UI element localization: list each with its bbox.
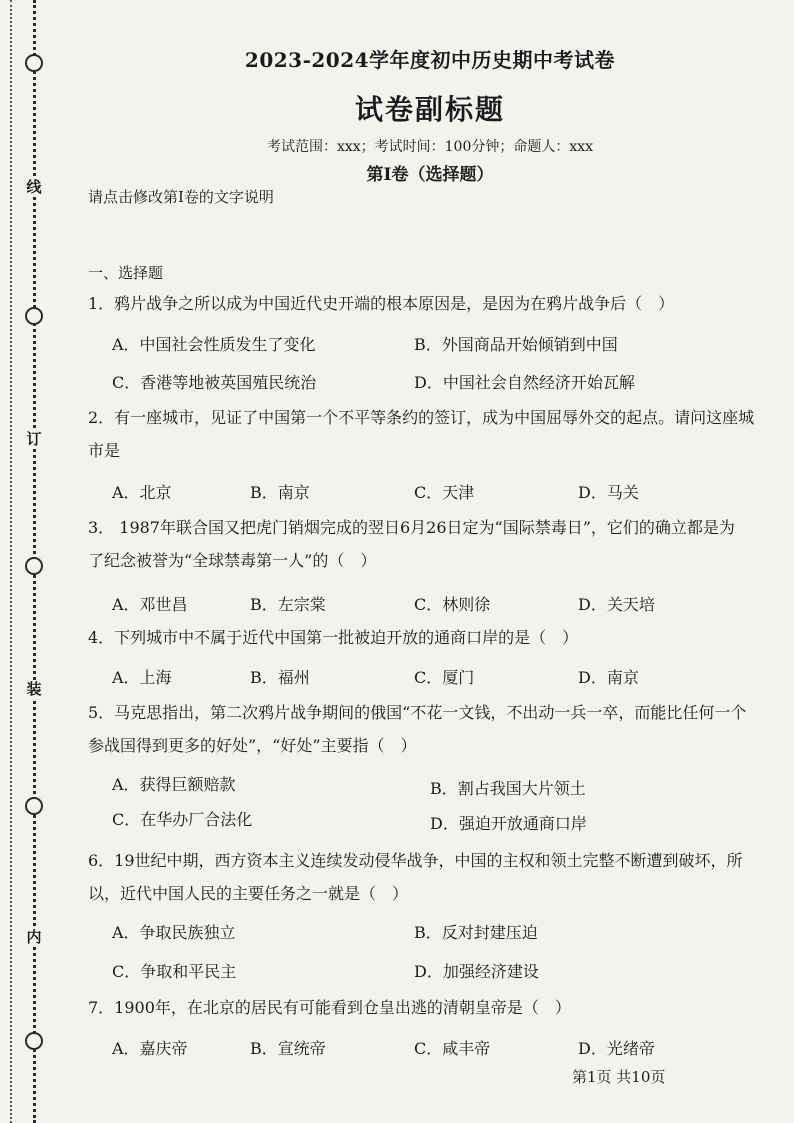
q5-option-d: D．强迫开放通商口岸: [430, 814, 587, 833]
question-4-stem: 4．下列城市中不属于近代中国第一批被迫开放的通商口岸的是（ ）: [88, 628, 579, 647]
q4-option-d: D．南京: [578, 668, 639, 687]
question-1-stem: 1．鸦片战争之所以成为中国近代史开端的根本原因是，是因为在鸦片战争后（ ）: [88, 294, 675, 313]
binding-margin: [0, 0, 60, 1123]
question-5-stem-line1: 5．马克思指出，第二次鸦片战争期间的俄国“不花一文钱，不出动一兵一卒，而能比任何一个: [88, 703, 747, 722]
question-3-stem-line1: 3． 1987年联合国又把虎门销烟完成的翌日6月26日定为“国际禁毒日”，它们的确立都是为: [88, 518, 735, 537]
binding-circle: [25, 1032, 43, 1050]
q7-option-b: B．宣统帝: [250, 1039, 326, 1058]
q4-option-b: B．福州: [250, 668, 310, 687]
page-number: 第1页 共10页: [572, 1068, 666, 1086]
question-6-stem-line2: 以，近代中国人民的主要任务之一就是（ ）: [88, 884, 409, 903]
exam-info: 考试范围：xxx；考试时间：100分钟；命题人：xxx: [266, 139, 594, 155]
q4-option-c: C．厦门: [414, 668, 475, 687]
binding-mark-ding: 订: [22, 430, 46, 448]
volume-heading: 第Ⅰ卷（选择题）: [366, 165, 494, 185]
question-4: [88, 626, 778, 649]
exam-title: 2023-2024学年度初中历史期中考试卷: [244, 48, 616, 72]
q3-option-c: C．林则徐: [414, 595, 491, 614]
binding-circle: [25, 307, 43, 325]
question-6-stem-line1: 6．19世纪中期，西方资本主义连续发动侵华战争，中国的主权和领土完整不断遭到破坏，所: [88, 851, 743, 870]
q2-option-d: D．马关: [578, 483, 639, 502]
q3-option-a: A．邓世昌: [112, 595, 188, 614]
edge-dotted-line: [10, 0, 12, 1123]
binding-circle: [25, 797, 43, 815]
binding-circle: [25, 557, 43, 575]
question-6: [88, 849, 778, 905]
q7-option-a: A．嘉庆帝: [112, 1039, 188, 1058]
binding-mark-zhuang: 装: [22, 680, 46, 698]
binding-mark-nei: 内: [22, 928, 46, 946]
q7-option-d: D．光绪帝: [578, 1039, 655, 1058]
question-5: [88, 701, 778, 757]
question-3: [88, 516, 778, 572]
binding-mark-xian: 线: [22, 178, 46, 196]
q2-option-c: C．天津: [414, 483, 475, 502]
question-1: [88, 292, 778, 315]
q7-option-c: C．咸丰帝: [414, 1039, 491, 1058]
q5-option-a: A．获得巨额赔款: [112, 775, 236, 794]
q6-option-c: C．争取和平民主: [112, 962, 237, 981]
q6-option-d: D．加强经济建设: [414, 962, 539, 981]
q2-option-b: B．南京: [250, 483, 310, 502]
q1-option-c: C．香港等地被英国殖民统治: [112, 373, 317, 392]
question-2-stem-line1: 2．有一座城市，见证了中国第一个不平等条约的签订，成为中国屈辱外交的起点。请问这座城: [88, 408, 755, 427]
q5-option-b: B．割占我国大片领土: [430, 779, 586, 798]
q1-option-d: D．中国社会自然经济开始瓦解: [414, 373, 635, 392]
volume-description: 请点击修改第Ⅰ卷的文字说明: [88, 188, 274, 206]
q5-option-c: C．在华办厂合法化: [112, 810, 253, 829]
q1-option-a: A．中国社会性质发生了变化: [112, 335, 316, 354]
q6-option-a: A．争取民族独立: [112, 923, 236, 942]
q3-option-d: D．关天培: [578, 595, 655, 614]
question-2-stem-line2: 市是: [88, 441, 121, 460]
q4-option-a: A．上海: [112, 668, 172, 687]
q2-option-a: A．北京: [112, 483, 172, 502]
question-3-stem-line2: 了纪念被誉为“全球禁毒第一人”的（ ）: [88, 551, 377, 570]
binding-circle: [25, 54, 43, 72]
exam-subtitle: 试卷副标题: [354, 93, 505, 126]
q3-option-b: B．左宗棠: [250, 595, 326, 614]
question-5-stem-line2: 参战国得到更多的好处”，“好处”主要指（ ）: [88, 736, 417, 755]
q1-option-b: B．外国商品开始倾销到中国: [414, 335, 618, 354]
question-2: [88, 406, 778, 462]
question-7: [88, 996, 778, 1019]
section-title: 一、选择题: [88, 264, 164, 282]
q6-option-b: B．反对封建压迫: [414, 923, 538, 942]
question-7-stem: 7．1900年，在北京的居民有可能看到仓皇出逃的清朝皇帝是（ ）: [88, 998, 571, 1017]
